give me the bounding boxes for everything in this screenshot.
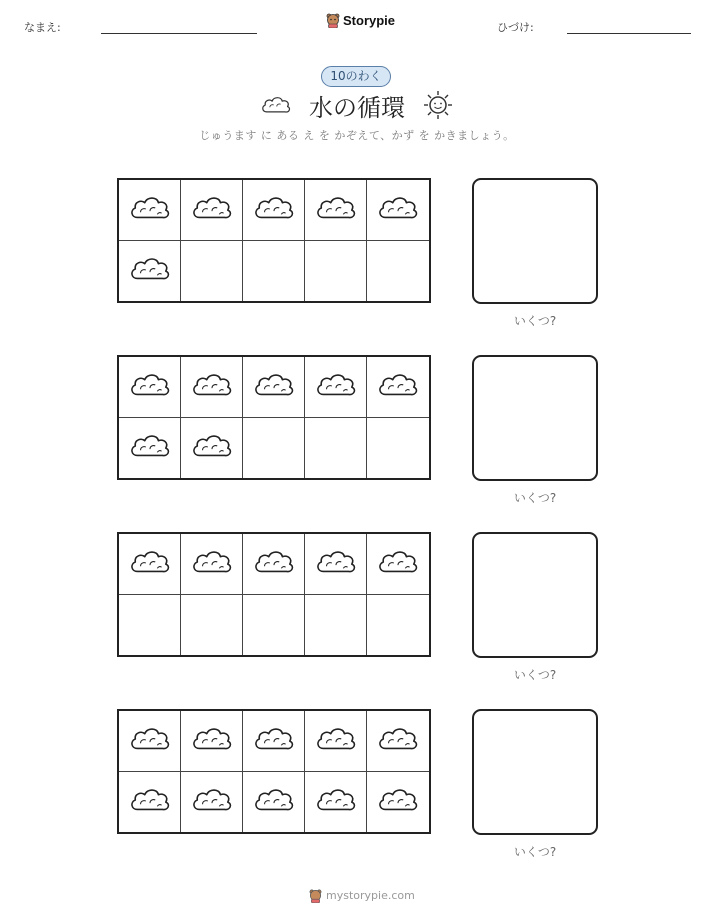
frame-cell <box>181 180 243 241</box>
frame-cell <box>181 241 243 302</box>
answer-box-2[interactable] <box>472 355 598 481</box>
cloud-icon <box>315 548 357 580</box>
cloud-icon <box>315 371 357 403</box>
cloud-icon <box>315 725 357 757</box>
frame-cell <box>243 241 305 302</box>
frame-cell <box>305 711 367 772</box>
cloud-icon <box>253 194 295 226</box>
frame-cell <box>181 772 243 833</box>
cloud-icon <box>315 194 357 226</box>
frame-cell <box>367 180 429 241</box>
cloud-icon <box>315 786 357 818</box>
frame-cell <box>243 418 305 479</box>
answer-box-4[interactable] <box>472 709 598 835</box>
frame-cell <box>305 418 367 479</box>
frame-cell <box>119 772 181 833</box>
sun-icon <box>423 90 453 120</box>
ten-frame-3 <box>117 532 431 657</box>
cloud-icon <box>377 786 419 818</box>
footer <box>309 888 415 903</box>
cloud-icon <box>253 371 295 403</box>
frame-cell <box>119 595 181 656</box>
cloud-icon <box>377 371 419 403</box>
frame-cell <box>305 595 367 656</box>
cloud-icon <box>129 548 171 580</box>
frame-cell <box>367 711 429 772</box>
question-label-1: いくつ? <box>513 314 557 328</box>
frame-cell <box>181 711 243 772</box>
cloud-icon <box>191 548 233 580</box>
page-title: 水の循環 <box>309 94 405 122</box>
frame-cell <box>119 711 181 772</box>
name-line[interactable] <box>101 33 257 34</box>
cloud-icon <box>129 194 171 226</box>
cloud-icon <box>253 786 295 818</box>
name-label: なまえ: <box>24 21 61 34</box>
frame-cell <box>305 534 367 595</box>
cloud-icon <box>253 725 295 757</box>
ten-frame-1 <box>117 178 431 303</box>
cloud-icon <box>129 371 171 403</box>
frame-cell <box>367 357 429 418</box>
frame-cell <box>181 418 243 479</box>
question-label-3: いくつ? <box>513 668 557 682</box>
frame-cell <box>243 534 305 595</box>
cloud-icon <box>191 725 233 757</box>
frame-cell <box>119 241 181 302</box>
frame-cell <box>367 241 429 302</box>
cloud-icon <box>191 194 233 226</box>
ten-frame-2 <box>117 355 431 480</box>
frame-cell <box>243 357 305 418</box>
frame-cell <box>243 595 305 656</box>
cloud-icon <box>377 194 419 226</box>
cloud-icon <box>129 725 171 757</box>
bear-mascot-icon <box>309 888 322 903</box>
frame-cell <box>119 180 181 241</box>
date-label: ひづけ: <box>497 21 534 34</box>
cloud-icon <box>191 432 233 464</box>
frame-cell <box>305 180 367 241</box>
answer-box-1[interactable] <box>472 178 598 304</box>
frame-cell <box>305 772 367 833</box>
cloud-icon <box>191 786 233 818</box>
frame-cell <box>181 534 243 595</box>
bear-mascot-icon <box>326 12 340 28</box>
cloud-icon <box>377 548 419 580</box>
cloud-icon <box>129 255 171 287</box>
brand-name: Storypie <box>343 12 396 28</box>
frame-cell <box>119 418 181 479</box>
frame-cell <box>119 534 181 595</box>
frame-cell <box>367 418 429 479</box>
question-label-4: いくつ? <box>513 845 557 859</box>
frame-cell <box>243 711 305 772</box>
cloud-icon <box>191 371 233 403</box>
frame-cell <box>181 595 243 656</box>
frame-cell <box>305 357 367 418</box>
cloud-icon <box>129 432 171 464</box>
question-label-2: いくつ? <box>513 491 557 505</box>
answer-box-3[interactable] <box>472 532 598 658</box>
frame-cell <box>243 772 305 833</box>
frame-cell <box>367 772 429 833</box>
cloud-icon <box>253 548 295 580</box>
frame-cell <box>367 595 429 656</box>
frame-cell <box>305 241 367 302</box>
cloud-icon <box>129 786 171 818</box>
topic-badge: 10のわく <box>321 66 391 87</box>
frame-cell <box>243 180 305 241</box>
ten-frame-4 <box>117 709 431 834</box>
date-line[interactable] <box>567 33 691 34</box>
instructions: じゅうます に ある え を かぞえて、かず を かきましょう。 <box>199 129 515 142</box>
brand-logo <box>326 12 395 28</box>
frame-cell <box>181 357 243 418</box>
frame-cell <box>367 534 429 595</box>
cloud-icon <box>377 725 419 757</box>
frame-cell <box>119 357 181 418</box>
footer-url: mystorypie.com <box>326 889 415 902</box>
